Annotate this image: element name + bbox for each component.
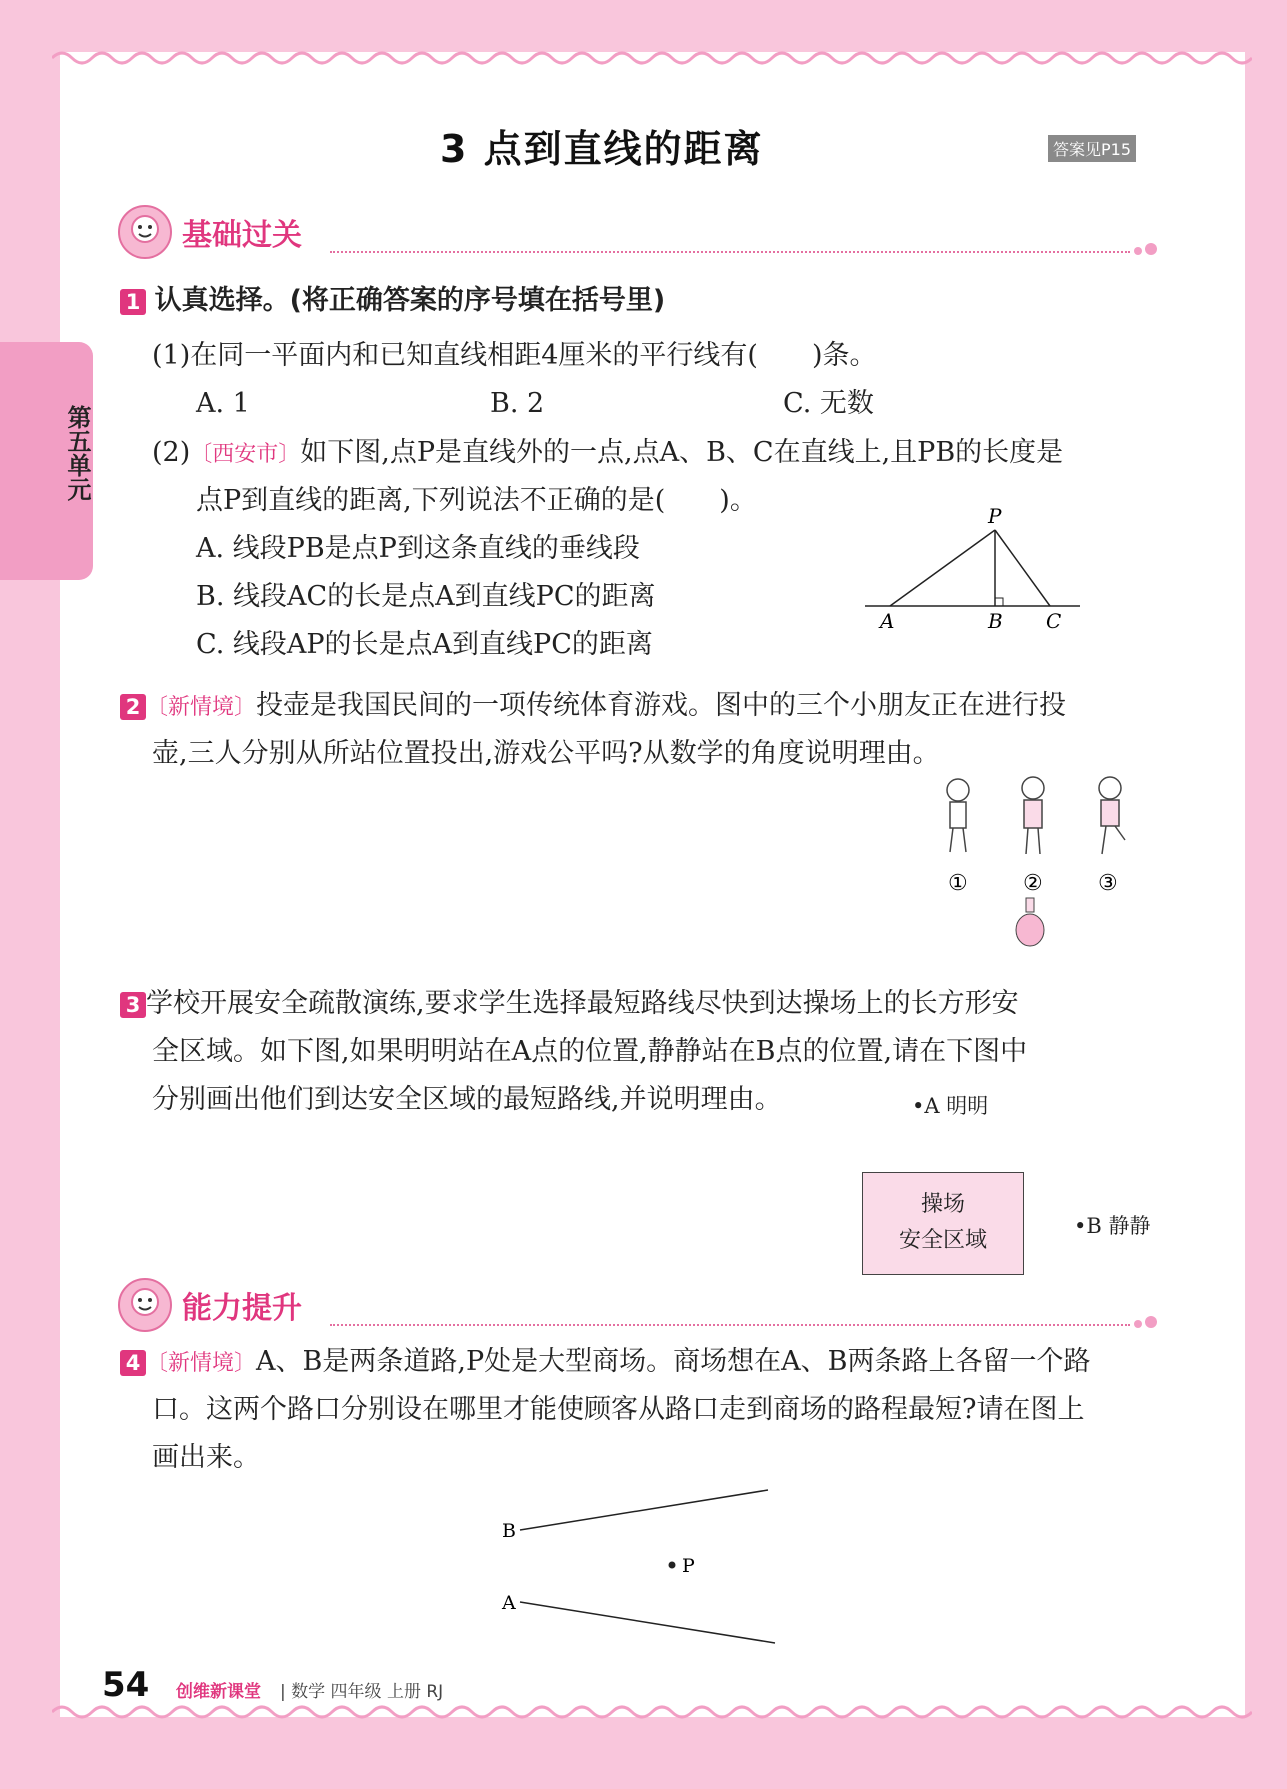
label-a: A: [880, 609, 895, 633]
q1-part2-line1: [152, 437, 1063, 471]
wavy-border-bottom: [52, 1700, 1252, 1730]
q3-line2: 全区域。如下图,如果明明站在A点的位置,静静站在B点的位置,请在下图中: [152, 1036, 1028, 1067]
label-c: C: [1046, 609, 1062, 633]
section-header-basic: [118, 205, 302, 259]
q3-line3: 分别画出他们到达安全区域的最短路线,并说明理由。: [152, 1084, 782, 1115]
q4-line2: 口。这两个路口分别设在哪里才能使顾客从路口走到商场的路程最短?请在图上: [152, 1394, 1085, 1425]
section-divider: [330, 1324, 1130, 1326]
q1-part1-option-b: B. 2: [490, 388, 545, 419]
q1-part2-option-b: B. 线段AC的长是点A到直线PC的距离: [196, 581, 656, 612]
footer-info: | 数学 四年级 上册 RJ: [280, 1682, 444, 1702]
q1-part2-option-a: A. 线段PB是点P到这条直线的垂线段: [196, 533, 640, 564]
triangle-figure: [860, 500, 1090, 640]
safe-area-line2: 安全区域: [898, 1228, 987, 1253]
safe-area-box: [862, 1172, 1024, 1275]
wavy-border-top: [52, 40, 1252, 70]
q1-part1: (1)在同一平面内和已知直线相距4厘米的平行线有( )条。: [152, 340, 877, 371]
kid-label-1: ①: [948, 871, 968, 896]
label-road-a: A: [502, 1592, 516, 1614]
section-header-advanced: [118, 1278, 302, 1332]
point-b-jingjing: •B 静静: [1074, 1214, 1151, 1238]
q1-part2-line2: 点P到直线的距离,下列说法不正确的是( )。: [196, 485, 757, 516]
source-tag: 〔新情境〕: [146, 1351, 257, 1376]
label-b: B: [988, 609, 1003, 633]
q1-stem: [120, 285, 665, 317]
source-tag: 〔新情境〕: [146, 695, 257, 720]
q1-part2-option-c: C. 线段AP的长是点A到直线PC的距离: [196, 629, 653, 660]
q3-text-1: 学校开展安全疏散演练,要求学生选择最短路线尽快到达操场上的长方形安: [146, 988, 1019, 1019]
road-a: [520, 1602, 775, 1643]
kid-label-2: ②: [1023, 871, 1043, 896]
q1-stem-text: 认真选择。(将正确答案的序号填在括号里): [154, 285, 666, 316]
question-number: 3: [120, 992, 146, 1018]
section-divider: [330, 251, 1130, 253]
roads-figure: [490, 1480, 790, 1650]
q2-text-1: 投壶是我国民间的一项传统体育游戏。图中的三个小朋友正在进行投: [256, 690, 1067, 721]
q1-part1-option-a: A. 1: [196, 388, 250, 419]
q3-line1: [120, 988, 1019, 1020]
label-road-b: B: [502, 1520, 516, 1542]
q2-line2: 壶,三人分别从所站位置投出,游戏公平吗?从数学的角度说明理由。: [152, 738, 940, 769]
footer-brand: 创维新课堂: [176, 1682, 261, 1702]
section-title-basic: 基础过关: [182, 218, 302, 253]
safe-area-line1: 操场: [920, 1192, 965, 1217]
label-p: P: [988, 504, 1002, 528]
mascot-icon: [118, 205, 172, 259]
vase-icon: [1016, 898, 1044, 946]
source-tag: 〔西安市〕: [190, 442, 301, 467]
kids-illustration: [920, 770, 1150, 950]
question-number: 4: [120, 1350, 146, 1376]
road-b: [520, 1490, 768, 1530]
q4-text-1: A、B是两条道路,P处是大型商场。商场想在A、B两条路上各留一个路: [256, 1346, 1091, 1377]
decor-dots: [1134, 1313, 1160, 1332]
question-number: 2: [120, 694, 146, 720]
q1-part2-text: 如下图,点P是直线外的一点,点A、B、C在直线上,且PB的长度是: [300, 437, 1064, 468]
page-title: 3 点到直线的距离: [440, 127, 764, 171]
point-a-mingming: •A 明明: [912, 1094, 989, 1118]
answer-reference-badge: 答案见P15: [1048, 135, 1136, 162]
point-p: [669, 1562, 676, 1569]
question-number: 1: [120, 289, 146, 315]
q2-line1: [120, 690, 1066, 724]
q4-line3: 画出来。: [152, 1442, 260, 1473]
decor-dots: [1134, 240, 1160, 259]
section-title-advanced: 能力提升: [182, 1291, 302, 1326]
q1-part1-option-c: C. 无数: [783, 388, 874, 419]
label-point-p: P: [682, 1555, 695, 1577]
q1-part2-prefix: (2): [152, 437, 191, 468]
kid-label-3: ③: [1098, 871, 1118, 896]
page-number: 54: [102, 1665, 150, 1705]
unit-side-tab-label: 第五单元: [63, 405, 91, 501]
q4-line1: [120, 1346, 1090, 1380]
mascot-icon: [118, 1278, 172, 1332]
